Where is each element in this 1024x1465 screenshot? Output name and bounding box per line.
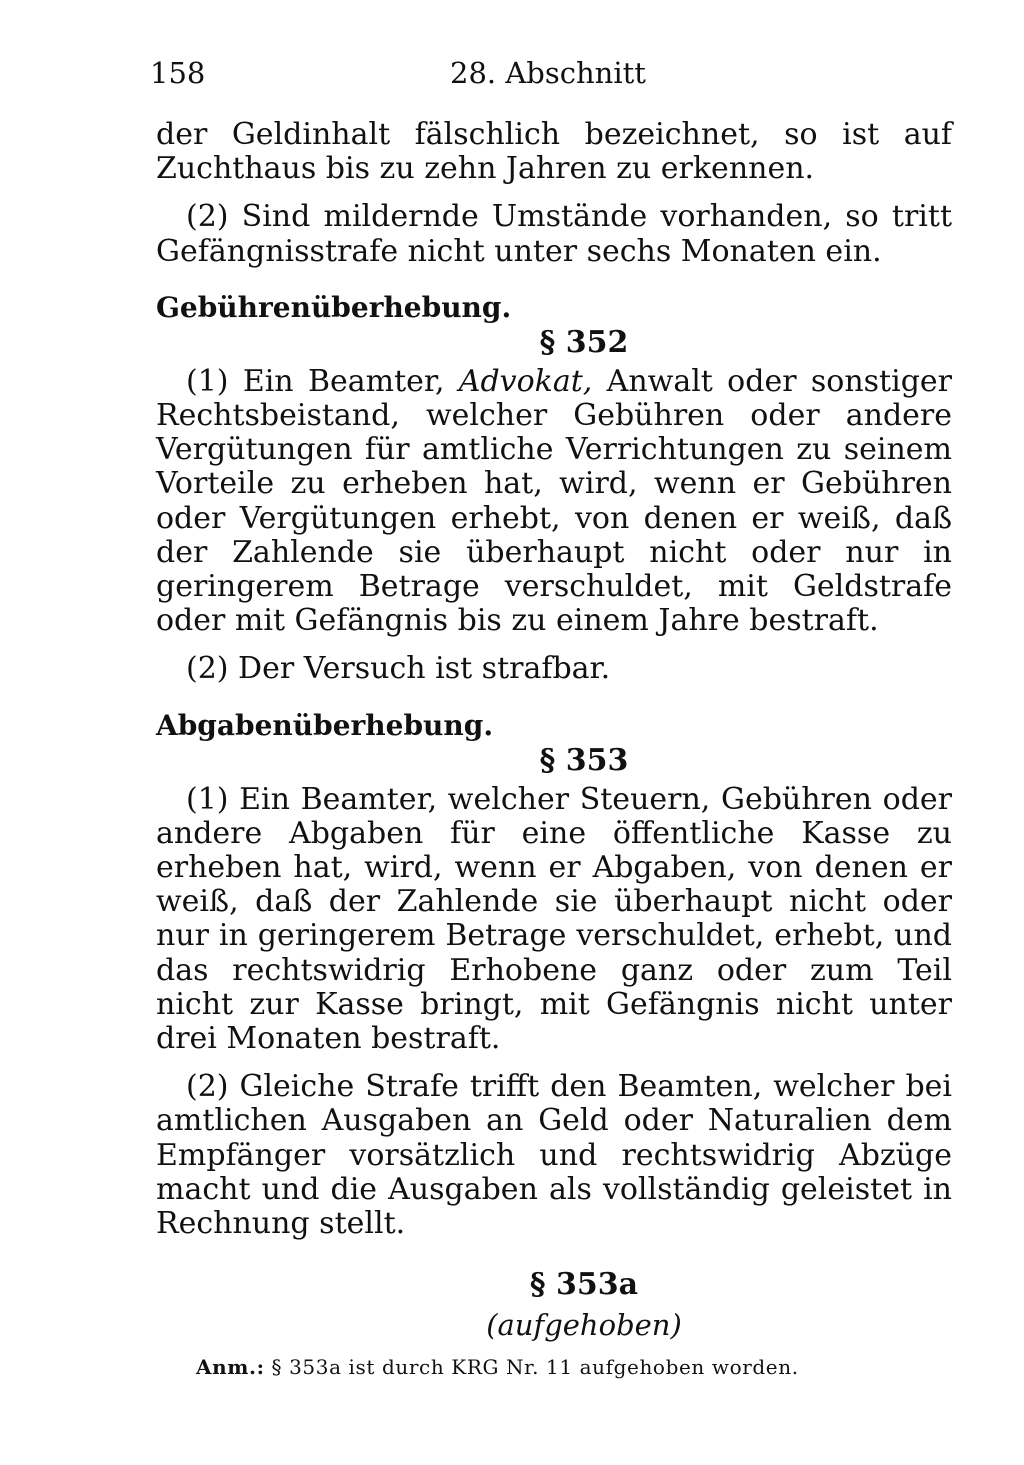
chapter-title: 28. Abschnitt — [450, 56, 646, 90]
section-number-353: § 353 — [539, 742, 629, 778]
section-number-353a: § 353a — [529, 1267, 639, 1303]
section-heading-353: Abgabenüberhebung. — [156, 708, 494, 742]
footnote-text: § 353a ist durch KRG Nr. 11 aufgehoben worden. — [264, 1355, 799, 1380]
section-number-352: § 352 — [539, 324, 629, 360]
section-heading-352: Gebührenüberhebung. — [156, 290, 512, 324]
section-352-paragraph-2: (2) Der Versuch ist strafbar. — [186, 651, 611, 687]
footnote-label: Anm.: — [196, 1355, 265, 1380]
page-body — [156, 118, 952, 1381]
continuation-paragraph-2: (2) Sind mildernde Umstände vorhanden, so tritt Gefängnisstrafe nicht unter sechs Monaten ein. — [156, 199, 952, 269]
section-352-paragraph-1 — [156, 365, 952, 639]
footnote — [196, 1353, 952, 1381]
section-353-paragraph-2: (2) Gleiche Strafe trifft den Beamten, welcher bei amtlichen Ausgaben an Geld oder Naturalien dem Empfänger vorsätzlich und rechtswidrig Abzüge macht und die Ausgaben als vollständig geleistet in Rechnung stellt. — [156, 1069, 952, 1242]
continuation-paragraph: der Geldinhalt fälschlich bezeichnet, so ist auf Zuchthaus bis zu zehn Jahren zu erkennen. — [156, 117, 952, 187]
section-352-p1-italic: Advokat, — [458, 363, 593, 399]
section-353a-status: (aufgehoben) — [486, 1308, 682, 1343]
section-353-paragraph-1: (1) Ein Beamter, welcher Steuern, Gebühren oder andere Abgaben für eine öffentliche Kasse zu erheben hat, wird, wenn er Abgaben, von denen er weiß, daß der Zahlende sie überhaupt nicht oder nur in geringerem Betrage verschuldet, erhebt, und das rechtswidrig Erhobene ganz oder zum Teil nicht zur Kasse bringt, mit Gefängnis nicht unter drei Monaten bestraft. — [156, 781, 952, 1057]
section-352-p1-start: (1) Ein Beamter, — [186, 363, 459, 399]
page-header — [150, 56, 950, 96]
section-352-p1-rest: Anwalt oder sonstiger Rechtsbeistand, welcher Gebühren oder andere Vergütungen für amtliche Verrichtungen zu seinem Vorteile zu erheben hat, wird, wenn er Gebühren oder Vergütungen erhebt, von denen er weiß, daß der Zahlende sie überhaupt nicht oder nur in geringerem Betrage verschuldet, mit Geldstrafe oder mit Gefängnis bis zu einem Jahre bestraft. — [156, 363, 952, 639]
page-number: 158 — [150, 56, 206, 90]
